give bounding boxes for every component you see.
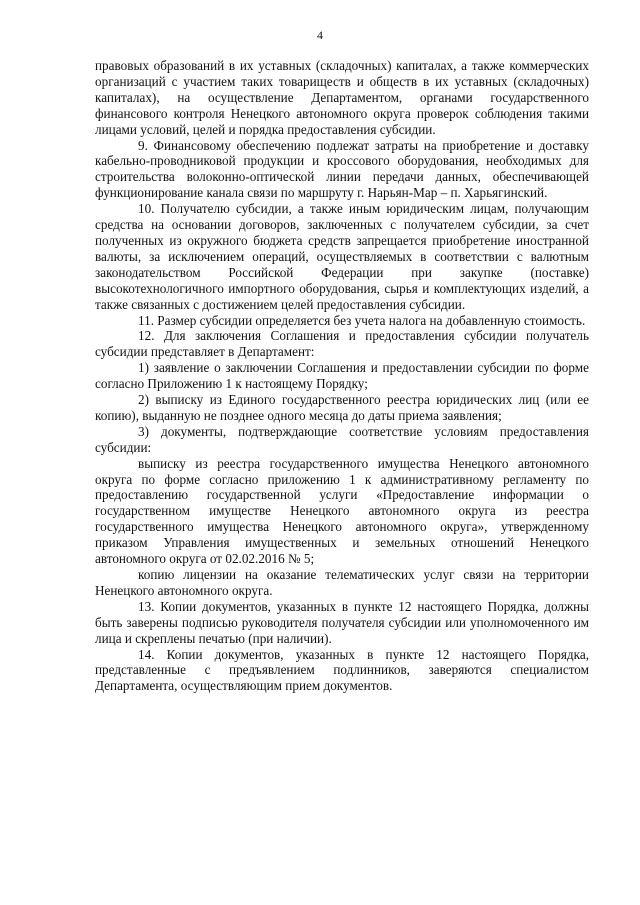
subitem-12-2: 2) выписку из Единого государственного реестра юридических лиц (или ее копию), выданную не позднее одного месяца до даты приема заявления;: [95, 392, 589, 423]
document-body: [95, 58, 589, 694]
paragraph-continuation: правовых образований в их уставных (складочных) капиталах, а также коммерческих организаций с участием таких товариществ и обществ в их уставных (складочных) капиталах), на осуществление Департаментом, органами государственного финансового контроля Ненецкого автономного округа проверок соблюдения такими лицами условий, целей и порядка предоставления субсидии.: [95, 58, 589, 137]
page-number: 4: [317, 28, 323, 42]
paragraph-item-11: 11. Размер субсидии определяется без учета налога на добавленную стоимость.: [138, 312, 586, 328]
subitem-12-1: 1) заявление о заключении Соглашения и предоставлении субсидии по форме согласно Приложению 1 к настоящему Порядку;: [95, 360, 589, 392]
paragraph-item-9: 9. Финансовому обеспечению подлежат затраты на приобретение и доставку кабельно-проводниковой продукции и кроссового оборудования, необходимых для строительства волоконно-оптической линии передачи данных, обеспечивающей функционирование канала связи по маршруту г. Нарьян-Мар – п. Харьягинский.: [95, 137, 589, 201]
paragraph-item-10: 10. Получателю субсидии, а также иным юридическим лицам, получающим средства на основании договоров, заключенных с получателем субсидии, за счет полученных из окружного бюджета средств запрещается приобретение иностранной валюты, за исключением операций, осуществляемых в соответствии с валютным законодательством Российской Федерации при закупке (поставке) высокотехнологичного импортного оборудования, сырья и комплектующих изделий, а также связанных с достижением целей предоставления субсидии.: [95, 201, 589, 312]
subitem-12-3-license-copy: копию лицензии на оказание телематических услуг связи на территории Ненецкого автономного округа.: [95, 567, 589, 598]
subitem-12-3-registry-extract: выписку из реестра государственного имущества Ненецкого автономного округа по форме согласно приложению 1 к административному регламенту по предоставлению государственной услуги «Предоставление информации о государственном имуществе Ненецкого автономного округа из реестра государственного имущества Ненецкого автономного округа», утвержденному приказом Управления имущественных и земельных отношений Ненецкого автономного округа от 02.02.2016 № 5;: [95, 455, 589, 567]
paragraph-item-13: 13. Копии документов, указанных в пункте 12 настоящего Порядка, должны быть заверены подписью руководителя получателя субсидии или уполномоченного им лица и скреплены печатью (при наличии).: [95, 598, 589, 646]
subitem-12-3: 3) документы, подтверждающие соответствие условиям предоставления субсидии:: [95, 423, 589, 455]
paragraph-item-14: 14. Копии документов, указанных в пункте 12 настоящего Порядка, представленные с предъявлением подлинников, заверяются специалистом Департамента, осуществляющим прием документов.: [95, 646, 589, 694]
paragraph-item-12: 12. Для заключения Соглашения и предоставления субсидии получатель субсидии представляет в Департамент:: [95, 328, 589, 360]
